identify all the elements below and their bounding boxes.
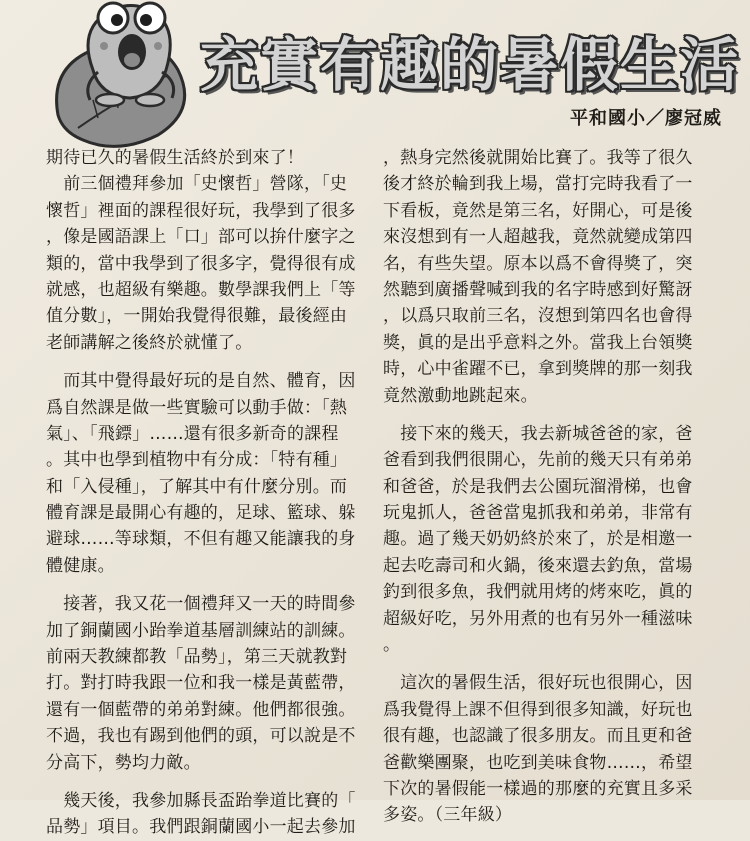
article-title: 充實有趣的暑假生活 [200, 31, 741, 99]
text-line: 爲我覺得上課不但得到很多知識，好玩也 [383, 699, 693, 720]
text-line: 多姿。（三年級） [383, 805, 513, 826]
text-line: 不過，我也有踢到他們的頭，可以說是不 [46, 726, 356, 747]
paragraph-gap [383, 409, 728, 421]
article-byline: 平和國小／廖冠威 [570, 108, 722, 129]
text-line: 爸看到我們很開心，先前的幾天只有弟弟 [383, 450, 693, 471]
text-line: 避球……等球類，不但有趣又能讓我的身 [46, 529, 356, 550]
text-line: 加了銅蘭國小跆拳道基層訓練站的訓練。 [46, 620, 356, 641]
text-line: 體健康。 [46, 555, 115, 576]
text-line: ，以爲只取前三名，沒想到第四名也會得 [383, 306, 693, 327]
frog-illustration [38, 0, 203, 150]
text-line: 爲自然課是做一些實驗可以動手做：「熱 [46, 397, 348, 418]
text-line: 後才終於輪到我上場，當打完時我看了一 [383, 174, 693, 195]
text-line: 起去吃壽司和火鍋，後來還去釣魚，當場 [383, 555, 693, 576]
text-line: 體育課是最開心有趣的，足球、籃球、躲 [46, 503, 356, 524]
paragraph-gap [46, 579, 376, 591]
text-line: 竟然激動地跳起來。 [383, 385, 538, 406]
text-line: 獎，眞的是出乎意料之外。當我上台領獎 [383, 332, 693, 353]
text-line: 接下來的幾天，我去新城爸爸的家，爸 [383, 423, 693, 444]
text-line: 打。對打時我跟一位和我一樣是黃藍帶， [46, 673, 356, 694]
text-line: 時，心中雀躍不已，拿到獎牌的那一刻我 [383, 359, 693, 380]
right-column [383, 145, 728, 829]
text-line: 前三個禮拜參加「史懷哲」營隊，「史 [46, 174, 348, 195]
text-line: 很有趣，也認識了很多朋友。而且更和爸 [383, 726, 693, 747]
text-line: 值分數」，一開始我覺得很難，最後經由 [46, 306, 348, 327]
text-line: ，像是國語課上「口」部可以拚什麼字之 [46, 227, 356, 248]
text-line: 下次的暑假能一樣過的那麼的充實且多采 [383, 778, 693, 799]
text-line: 幾天後，我參加縣長盃跆拳道比賽的「 [46, 790, 356, 811]
text-line: 就感，也超級有樂趣。數學課我們上「等 [46, 279, 356, 300]
text-line: 類的，當中我學到了很多字，覺得很有成 [46, 253, 356, 274]
left-column [46, 145, 376, 841]
text-line: 玩鬼抓人，爸爸當鬼抓我和弟弟，非常有 [383, 503, 693, 524]
text-line: 前兩天教練都教「品勢」，第三天就教對 [46, 647, 348, 668]
text-line: 來沒想到有一人超越我，竟然就變成第四 [383, 227, 693, 248]
text-line: 這次的暑假生活，很好玩也很開心，因 [383, 673, 693, 694]
text-line: 然聽到廣播聲喊到我的名字時感到好驚訝 [383, 279, 693, 300]
text-line: 還有一個藍帶的弟弟對練。他們都很強。 [46, 699, 356, 720]
text-line: 和爸爸，於是我們去公園玩溜滑梯，也會 [383, 476, 693, 497]
text-line: 釣到很多魚，我們就用烤的烤來吃，眞的 [383, 582, 693, 603]
text-line: 懷哲」裡面的課程很好玩，我學到了很多 [46, 200, 356, 221]
text-line: 。其中也學到植物中有分成：「特有種」 [46, 450, 348, 471]
text-line: 而其中覺得最好玩的是自然、體育，因 [46, 371, 356, 392]
text-line: 接著，我又花一個禮拜又一天的時間參 [46, 594, 356, 615]
paragraph-gap [46, 356, 376, 368]
text-line: 名，有些失望。原本以爲不會得獎了，突 [383, 253, 693, 274]
text-line: 。 [383, 635, 401, 656]
text-line: 氣」、「飛鏢」……還有很多新奇的課程 [46, 423, 339, 444]
text-line: 下看板，竟然是第三名，好開心，可是後 [383, 200, 693, 221]
text-line: 期待已久的暑假生活終於到來了！ [46, 148, 304, 168]
paragraph-gap [46, 776, 376, 788]
paragraph-gap [383, 658, 728, 670]
text-line: 分高下，勢均力敵。 [46, 752, 201, 773]
text-line: 和「入侵種」，了解其中有什麼分別。而 [46, 476, 348, 497]
text-line: ，熱身完然後就開始比賽了。我等了很久 [383, 148, 693, 168]
text-line: 品勢」項目。我們跟銅蘭國小一起去參加 [46, 817, 356, 838]
text-line: 趣。過了幾天奶奶終於來了，於是相邀一 [383, 529, 693, 550]
text-line: 超級好吃，另外用煮的也有另外一種滋味 [383, 608, 693, 629]
text-line: 爸歡樂團聚，也吃到美味食物……，希望 [383, 752, 693, 773]
text-line: 老師講解之後終於就懂了。 [46, 332, 253, 353]
